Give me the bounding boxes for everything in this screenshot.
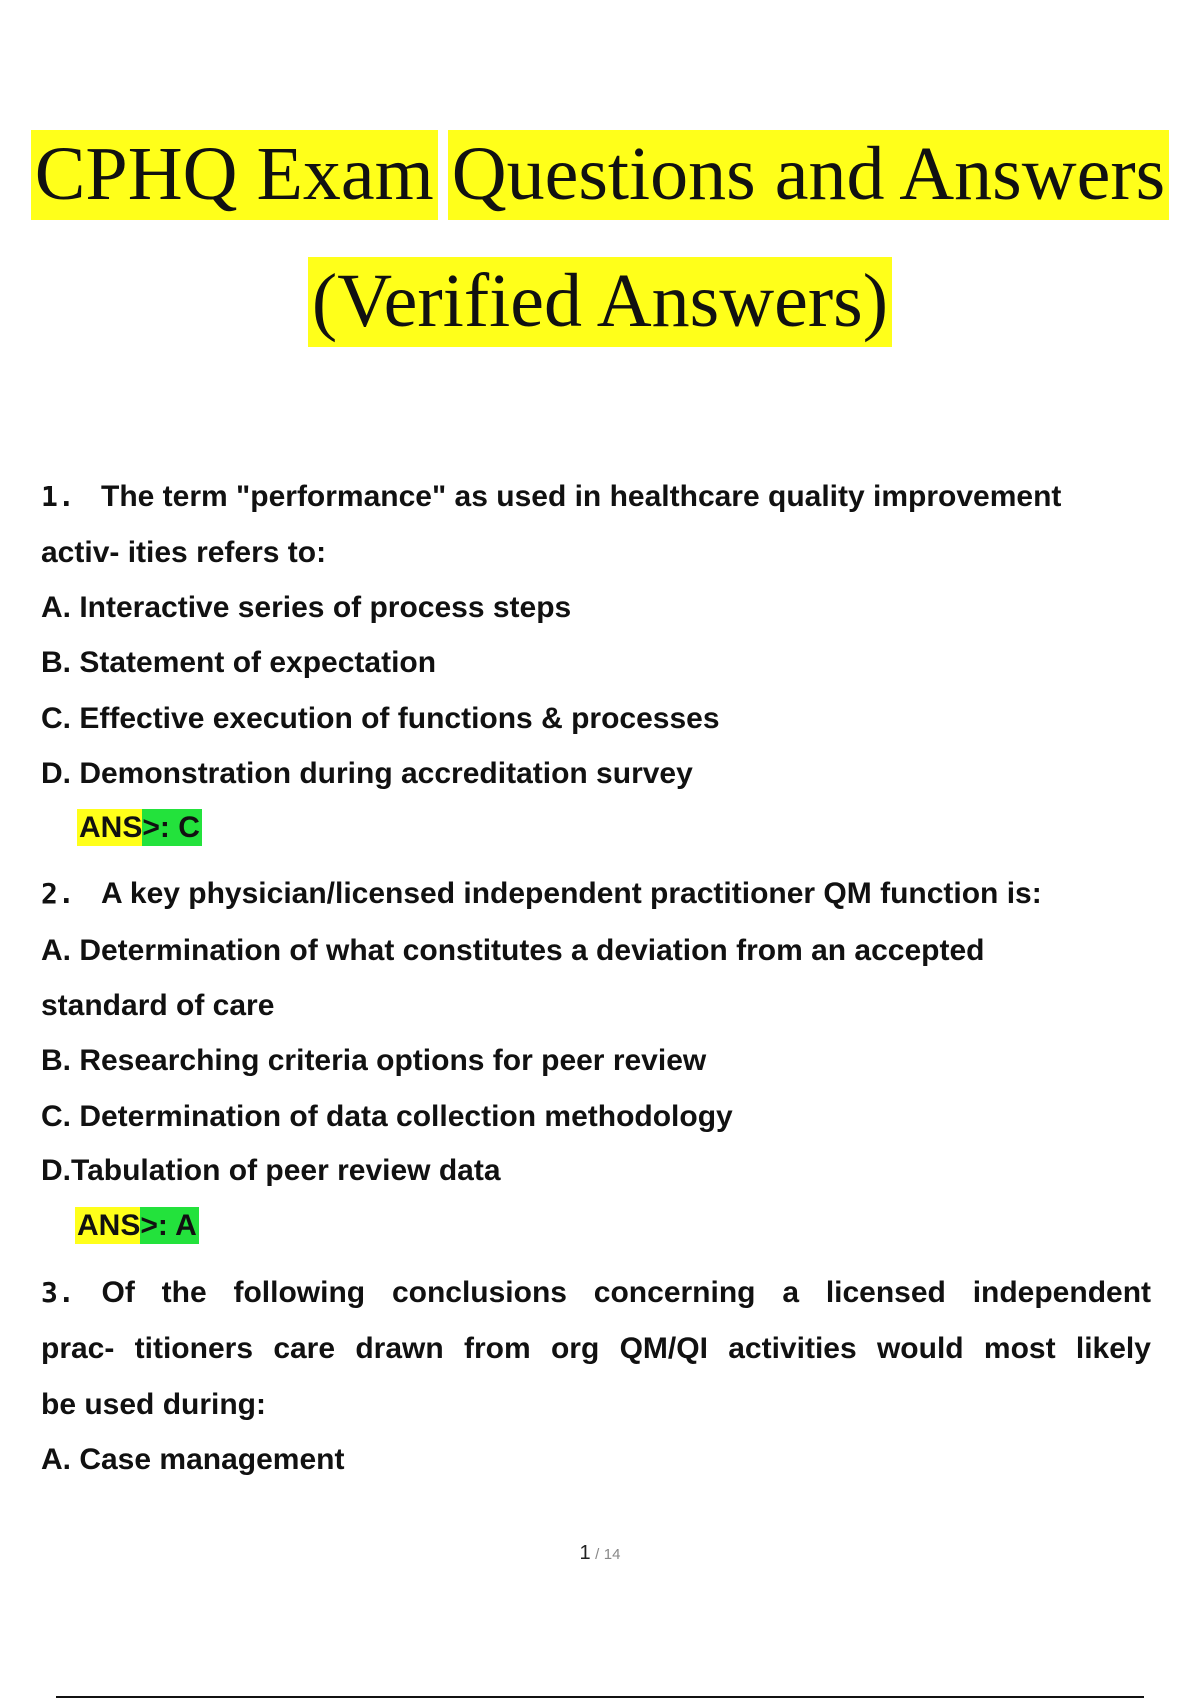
answer-prefix: ANS — [79, 811, 143, 844]
question-1-option-d: D. Demonstration during accreditation survey — [41, 757, 693, 790]
total-pages-number: 14 — [603, 1546, 621, 1563]
document-title-line1 — [0, 132, 1200, 216]
document-title-line2 — [0, 259, 1200, 343]
question-3-option-a: A. Case management — [41, 1443, 345, 1476]
current-page-number: 1 — [579, 1542, 591, 1564]
title-highlight-line2: (Verified Answers) — [308, 257, 892, 347]
question-3-stem-line2: prac- titioners care drawn from org QM/QI activities would most likely — [41, 1332, 1151, 1365]
question-2-option-a: A. Determination of what constitutes a deviation from an accepted — [41, 934, 985, 967]
question-2-option-d: D.Tabulation of peer review data — [41, 1154, 501, 1187]
question-2-stem-line1 — [41, 874, 1151, 914]
question-number: 3. — [41, 1276, 75, 1309]
answer-value: >: C — [142, 811, 200, 844]
title-highlight-part1: CPHQ Exam — [31, 130, 438, 220]
question-1-option-a: A. Interactive series of process steps — [41, 591, 572, 624]
question-3-stem-line1: 3. Of the following conclusions concerning a licensed independent — [41, 1273, 1151, 1313]
question-number: 1. — [41, 480, 75, 513]
question-1-option-b: B. Statement of expectation — [41, 646, 437, 679]
bottom-divider — [56, 1696, 1144, 1698]
answer-value: >: A — [140, 1209, 197, 1242]
question-number: 2. — [41, 877, 75, 910]
question-1-option-c: C. Effective execution of functions & processes — [41, 702, 720, 735]
answer-prefix: ANS — [77, 1209, 141, 1242]
question-stem-text: The term "performance" as used in healthcare quality improvement — [101, 480, 1062, 513]
question-1-stem-line2: activ- ities refers to: — [41, 536, 327, 569]
page-indicator — [0, 1542, 1200, 1565]
question-2-option-a-cont: standard of care — [41, 989, 275, 1022]
question-2-answer — [75, 1206, 199, 1246]
question-1-stem-line1 — [41, 477, 1151, 517]
question-stem-text: A key physician/licensed independent practitioner QM function is: — [101, 877, 1042, 910]
question-2-option-c: C. Determination of data collection methodology — [41, 1100, 733, 1133]
question-2-option-b: B. Researching criteria options for peer review — [41, 1044, 707, 1077]
question-3-stem-line3: be used during: — [41, 1388, 266, 1421]
page-separator: / — [595, 1546, 600, 1563]
title-highlight-part2: Questions and Answers — [448, 130, 1170, 220]
question-stem-text-part1: Of — [101, 1276, 135, 1309]
question-1-answer — [77, 808, 202, 848]
